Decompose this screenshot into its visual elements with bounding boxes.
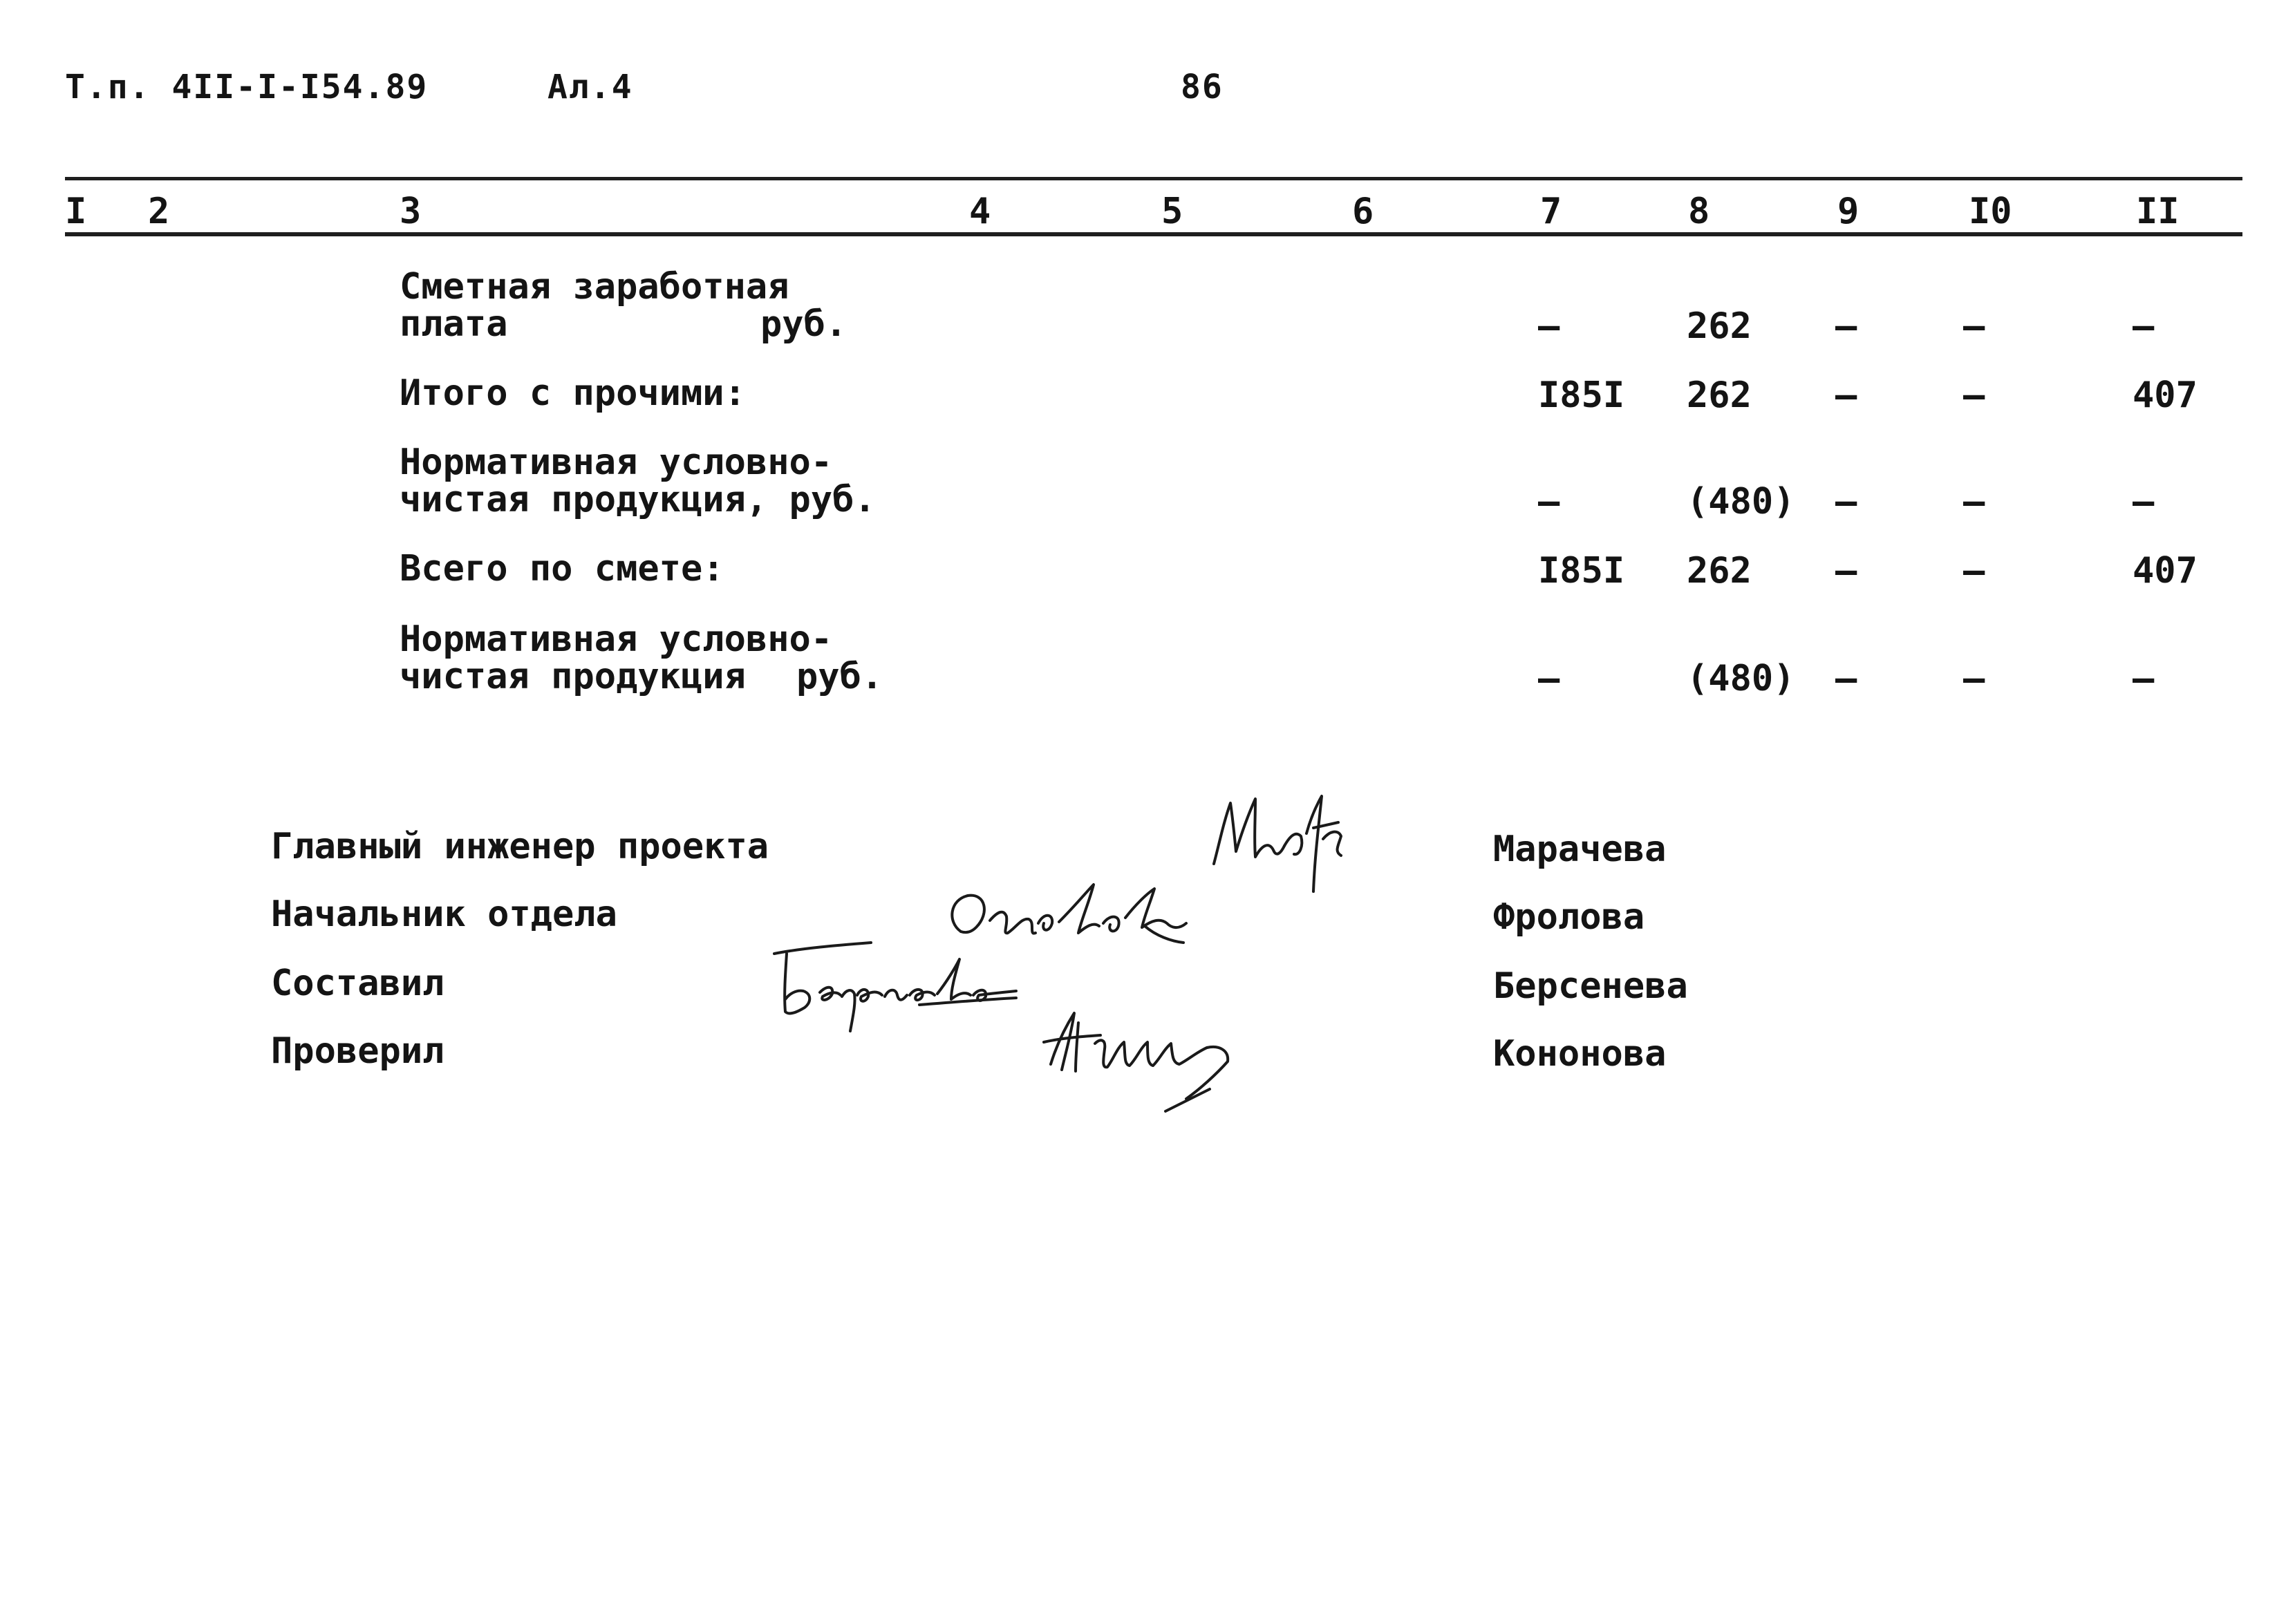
cell-col10: – (1963, 375, 1985, 416)
cell-col7: I85I (1538, 550, 1625, 592)
signatory-name: Марачева (1493, 829, 1667, 870)
row-unit: руб. (796, 656, 883, 697)
row-label: чистая продукция (400, 656, 746, 697)
column-number: 5 (1161, 191, 1183, 232)
cell-col10: – (1963, 550, 1985, 592)
handwritten-signature (1037, 1002, 1286, 1133)
page-number: 86 (1181, 68, 1224, 106)
cell-col7: – (1538, 305, 1560, 347)
column-number: 8 (1688, 191, 1710, 232)
row-label: чистая продукция, руб. (400, 479, 876, 520)
table-header-rule (65, 232, 2242, 236)
table-top-rule (65, 177, 2242, 180)
cell-col9: – (1835, 658, 1857, 699)
row-label: плата (400, 303, 508, 345)
row-label: Нормативная условно- (400, 619, 833, 660)
cell-col9: – (1835, 550, 1857, 592)
cell-col10: – (1963, 658, 1985, 699)
column-number: 4 (969, 191, 991, 232)
signatory-name: Берсенева (1493, 965, 1688, 1007)
cell-col9: – (1835, 375, 1857, 416)
cell-col7: – (1538, 481, 1560, 522)
signatory-role: Составил (271, 963, 444, 1004)
cell-col7: I85I (1538, 375, 1625, 416)
cell-col9: – (1835, 481, 1857, 522)
signatory-role: Главный инженер проекта (271, 826, 769, 867)
cell-col10: – (1963, 305, 1985, 347)
document-code: Т.п. 4II-I-I54.89 (65, 68, 429, 106)
cell-col8: (480) (1687, 481, 1795, 522)
signatory-role: Проверил (271, 1030, 444, 1072)
column-number: 9 (1837, 191, 1859, 232)
album-label: Ал.4 (547, 68, 633, 106)
cell-col11: – (2133, 305, 2155, 347)
column-number: 7 (1540, 191, 1562, 232)
column-number: 2 (148, 191, 170, 232)
cell-col10: – (1963, 481, 1985, 522)
cell-col8: (480) (1687, 658, 1795, 699)
column-number: I (65, 191, 87, 232)
cell-col8: 262 (1687, 375, 1752, 416)
signatory-name: Кононова (1493, 1033, 1667, 1075)
row-label: Сметная заработная (400, 266, 789, 308)
cell-col9: – (1835, 305, 1857, 347)
cell-col8: 262 (1687, 550, 1752, 592)
cell-col11: 407 (2133, 550, 2198, 592)
row-unit: руб. (760, 303, 847, 345)
cell-col7: – (1538, 658, 1560, 699)
cell-col8: 262 (1687, 305, 1752, 347)
signatory-name: Фролова (1493, 896, 1645, 938)
cell-col11: – (2133, 481, 2155, 522)
column-number: I0 (1969, 191, 2012, 232)
row-label: Итого с прочими: (400, 372, 746, 414)
row-label: Всего по смете: (400, 548, 724, 589)
row-label: Нормативная условно- (400, 442, 833, 483)
cell-col11: 407 (2133, 375, 2198, 416)
cell-col11: – (2133, 658, 2155, 699)
column-number: 3 (400, 191, 422, 232)
column-number: II (2136, 191, 2180, 232)
signatory-role: Начальник отдела (271, 894, 617, 935)
column-number: 6 (1352, 191, 1374, 232)
